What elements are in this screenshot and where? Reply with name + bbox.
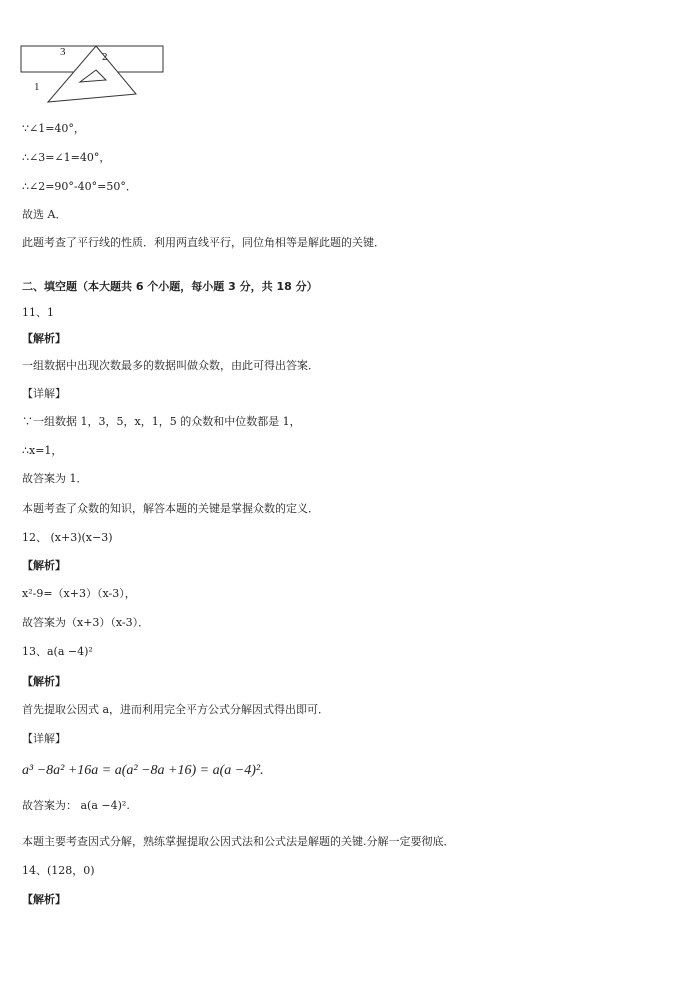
q13-analysis-text: 首先提取公因式 a，进而利用完全平方公式分解因式得出即可． [22, 703, 330, 716]
q11-detail-line-1: ∵一组数据 1，3，5，x，1，5 的众数和中位数都是 1， [22, 415, 301, 428]
q11-summary: 本题考查了众数的知识，解答本题的关键是掌握众数的定义． [22, 502, 319, 515]
angle-2-result: ∴∠2=90°-40°=50°． [22, 180, 137, 193]
angle-label-2: 2 [102, 51, 108, 63]
angle-3-equals-angle-1: ∴∠3=∠1=40°， [22, 151, 111, 164]
q11-final-answer: 故答案为 1． [22, 472, 88, 485]
angle-label-3: 3 [60, 46, 66, 58]
triangle-ruler-figure [18, 40, 168, 110]
q11-detail-line-2: ∴x=1， [22, 444, 63, 457]
angle-label-1: 1 [34, 81, 40, 93]
q10-summary: 此题考查了平行线的性质．利用两直线平行，同位角相等是解此题的关键． [22, 236, 385, 249]
q14-analysis-heading: 【解析】 [22, 893, 66, 906]
q13-final-answer: 故答案为： a(a −4)². [22, 799, 130, 812]
q12-analysis-heading: 【解析】 [22, 559, 66, 572]
q11-detail-heading: 【详解】 [22, 387, 66, 400]
q11-analysis-heading: 【解析】 [22, 332, 66, 345]
q12-answer: 12、 (x+3)(x−3) [22, 531, 113, 544]
q13-answer: 13、a(a −4)² [22, 645, 93, 658]
q13-summary: 本题主要考查因式分解，熟练掌握提取公因式法和公式法是解题的关键.分解一定要彻底． [22, 835, 455, 848]
q11-analysis-text: 一组数据中出现次数最多的数据叫做众数，由此可得出答案． [22, 359, 319, 372]
q12-final-answer: 故答案为（x+3）（x-3）． [22, 616, 150, 629]
q13-detail-heading: 【详解】 [22, 732, 66, 745]
choice-a: 故选 A． [22, 208, 67, 221]
q13-analysis-heading: 【解析】 [22, 675, 66, 688]
q13-factorization-equation: a³ −8a² +16a = a(a² −8a +16) = a(a −4)². [22, 763, 264, 778]
q14-answer: 14、(128，0) [22, 864, 95, 877]
q11-answer: 11、1 [22, 306, 54, 319]
given-angle-1: ∵∠1=40°， [22, 122, 85, 135]
section-title-fill-in: 二、填空题（本大题共 6 个小题，每小题 3 分，共 18 分） [22, 280, 318, 293]
q12-analysis-text: x²-9=（x+3）（x-3）， [22, 587, 136, 600]
